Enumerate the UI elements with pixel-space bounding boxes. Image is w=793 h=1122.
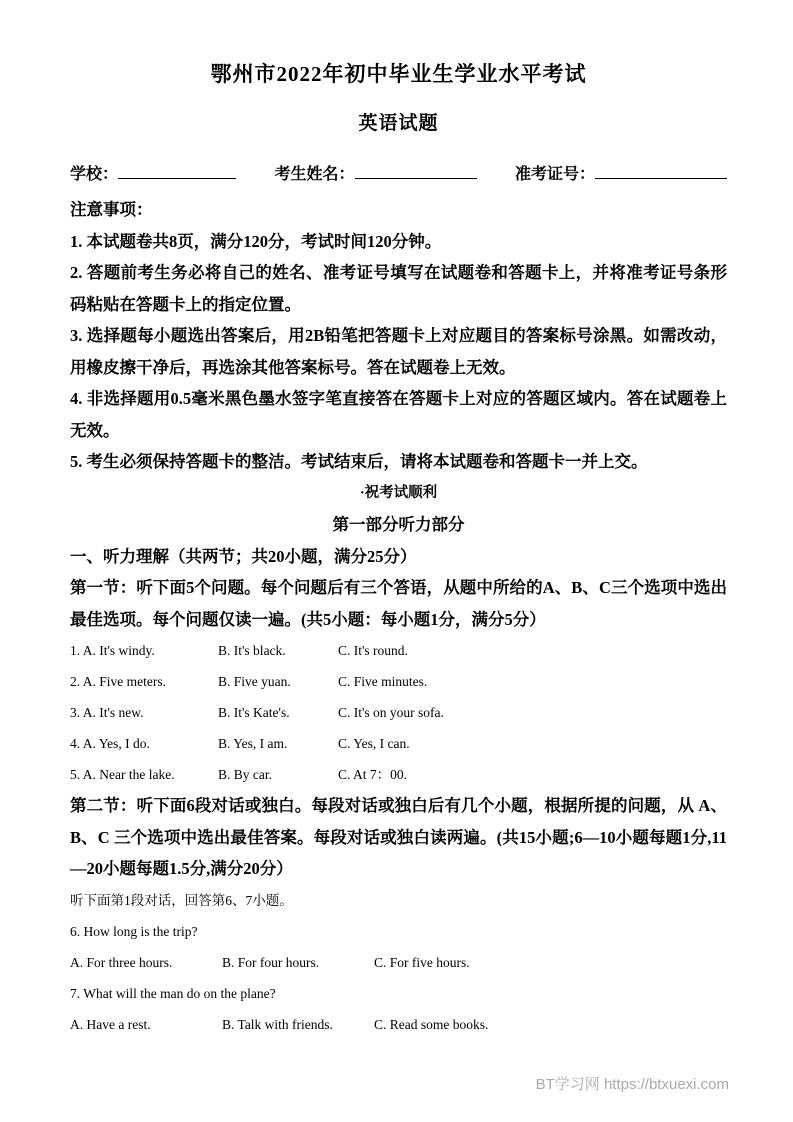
question-row-5 [70, 759, 727, 790]
question-6-stem: 6. How long is the trip? [70, 923, 198, 939]
question-6-options [70, 947, 727, 978]
ticket-number-label: 准考证号： [514, 166, 595, 183]
exam-title: 鄂州市2022年初中毕业生学业水平考试 [210, 62, 587, 86]
question-row-4 [70, 728, 727, 759]
question-7-options [70, 1009, 727, 1040]
ticket-number-blank [595, 165, 727, 179]
question-6-option-b: B. For four hours. [222, 954, 320, 970]
candidate-name-field [274, 161, 476, 184]
question-3-option-b: B. It's Kate's. [218, 705, 290, 720]
question-2-option-b: B. Five yuan. [218, 674, 291, 689]
candidate-info-row [70, 161, 727, 184]
notice-item-3: 3. 选择题每小题选出答案后，用2B铅笔把答题卡上对应题目的答案标号涂黑。如需改动，用橡皮擦干净后，再选涂其他答案标号。答在试题卷上无效。 [70, 326, 727, 377]
question-1-option-b: B. It's black. [218, 643, 286, 658]
question-5-option-b: B. By car. [218, 767, 272, 782]
exam-subtitle: 英语试题 [358, 113, 439, 134]
question-7-option-c: C. Read some books. [374, 1016, 489, 1032]
question-2-option-c: C. Five minutes. [338, 674, 428, 689]
school-field [70, 161, 236, 184]
notice-heading: 注意事项： [70, 200, 153, 219]
question-6-option-c: C. For five hours. [374, 954, 470, 970]
dialog1-lead: 听下面第1段对话，回答第6、7小题。 [70, 892, 293, 908]
question-3-option-c: C. It's on your sofa. [338, 705, 444, 720]
question-4-option-a: 4. A. Yes, I do. [70, 736, 150, 751]
question-6-option-a: A. For three hours. [70, 954, 173, 970]
section2-instructions: 第二节：听下面6段对话或独白。每段对话或独白后有几个小题，根据所提的问题，从 A、B、C 三个选项中选出最佳答案。每段对话或独白读两遍。(共15小题;6—10小题每题1分,11—20小题每题1.5分,满分20分） [70, 796, 727, 878]
question-row-1 [70, 635, 727, 666]
question-row-2 [70, 666, 727, 697]
exam-wish-line: ·祝考试顺利 [359, 484, 438, 501]
question-7-stem: 7. What will the man do on the plane? [70, 985, 276, 1001]
question-7-option-a: A. Have a rest. [70, 1016, 151, 1032]
candidate-name-blank [355, 165, 477, 179]
watermark-link: BT学习网 https://btxuexi.com [535, 1076, 729, 1093]
question-7-option-b: B. Talk with friends. [222, 1016, 333, 1032]
question-3-option-a: 3. A. It's new. [70, 705, 144, 720]
school-label: 学校： [70, 166, 119, 183]
question-1-option-a: 1. A. It's windy. [70, 643, 155, 658]
question-4-option-c: C. Yes, I can. [338, 736, 410, 751]
notice-item-1: 1. 本试题卷共8页，满分120分，考试时间120分钟。 [70, 231, 442, 251]
listening-comprehension-heading: 一、听力理解（共两节；共20小题，满分25分） [70, 546, 417, 566]
school-blank [118, 165, 236, 179]
question-5-option-a: 5. A. Near the lake. [70, 767, 175, 782]
question-4-option-b: B. Yes, I am. [218, 736, 288, 751]
question-row-3 [70, 697, 727, 728]
ticket-number-field [515, 161, 727, 184]
part1-heading: 第一部分听力部分 [332, 515, 465, 534]
question-5-option-c: C. At 7：00. [338, 767, 408, 782]
notice-item-5: 5. 考生必须保持答题卡的整洁。考试结束后，请将本试题卷和答题卡一并上交。 [70, 452, 648, 471]
question-2-option-a: 2. A. Five meters. [70, 674, 166, 689]
question-1-option-c: C. It's round. [338, 643, 408, 658]
notice-item-4: 4. 非选择题用0.5毫米黑色墨水签字笔直接答在答题卡上对应的答题区域内。答在试题卷上无效。 [70, 389, 727, 440]
candidate-name-label: 考生姓名： [274, 166, 355, 183]
section1-instructions: 第一节：听下面5个问题。每个问题后有三个答语，从题中所给的A、B、C三个选项中选出最佳选项。每个问题仅读一遍。(共5小题：每小题1分，满分5分） [70, 578, 727, 629]
notice-item-2: 2. 答题前考生务必将自己的姓名、准考证号填写在试题卷和答题卡上，并将准考证号条形码粘贴在答题卡上的指定位置。 [70, 263, 727, 314]
